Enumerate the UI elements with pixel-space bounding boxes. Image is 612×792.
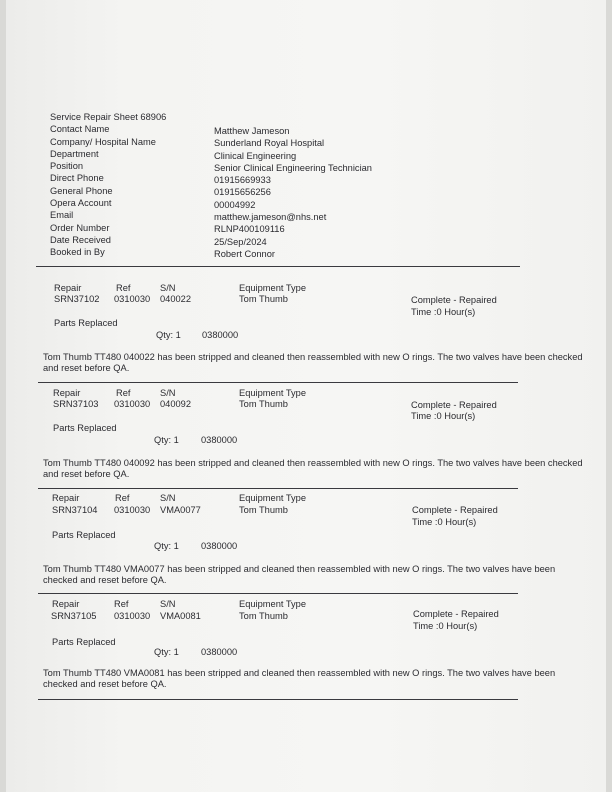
value-order-number: RLNP400109116 xyxy=(214,224,285,235)
repair-ref: 0310030 xyxy=(114,294,151,304)
repair-equipment: Tom Thumb xyxy=(239,294,288,304)
label-date-received: Date Received xyxy=(50,234,111,245)
repair-description: Tom Thumb TT480 040092 has been stripped and cleaned then reassembled with new O rings. The two valves have been checked and reset before QA. xyxy=(43,458,583,479)
col-repair-label: Repair xyxy=(52,493,80,503)
part-code: 0380000 xyxy=(202,330,239,340)
repair-time: Time :0 Hour(s) xyxy=(411,307,476,317)
repair-status: Complete - Repaired xyxy=(411,295,497,305)
value-company: Sunderland Royal Hospital xyxy=(214,138,325,149)
repair-block xyxy=(6,492,606,602)
col-sn-label: S/N xyxy=(160,599,176,609)
part-qty: Qty: 1 xyxy=(154,435,179,445)
label-company: Company/ Hospital Name xyxy=(50,136,156,147)
col-sn-label: S/N xyxy=(160,388,176,398)
repair-sn: VMA0081 xyxy=(160,611,201,621)
label-booked-in-by: Booked in By xyxy=(50,247,105,258)
repair-equipment: Tom Thumb xyxy=(239,611,288,621)
repair-block xyxy=(6,598,606,708)
label-opera-account: Opera Account xyxy=(50,198,112,209)
repair-sn: 040092 xyxy=(160,399,192,409)
col-equipment-label: Equipment Type xyxy=(239,599,307,609)
label-direct-phone: Direct Phone xyxy=(50,173,104,184)
label-position: Position xyxy=(50,161,84,172)
sheet-title: Service Repair Sheet 68906 xyxy=(50,112,167,122)
parts-replaced-label: Parts Replaced xyxy=(54,318,118,328)
part-qty: Qty: 1 xyxy=(154,541,179,551)
repair-ref: 0310030 xyxy=(114,611,151,621)
parts-replaced-label: Parts Replaced xyxy=(52,530,116,540)
value-opera-account: 00004992 xyxy=(214,199,256,210)
repair-sn: 040022 xyxy=(160,294,192,304)
repair-description: Tom Thumb TT480 VMA0077 has been stripped and cleaned then reassembled with new O rings. The two valves have been checked and reset before QA. xyxy=(43,564,556,585)
header-labels xyxy=(50,111,166,259)
repair-block xyxy=(6,282,606,392)
col-repair-label: Repair xyxy=(52,599,80,609)
repair-description: Tom Thumb TT480 VMA0081 has been stripped and cleaned then reassembled with new O rings. The two valves have been checked and reset before QA. xyxy=(43,668,556,689)
label-email: Email xyxy=(50,210,74,221)
repair-status: Complete - Repaired xyxy=(411,400,497,410)
repair-divider xyxy=(38,593,518,594)
value-booked-in-by: Robert Connor xyxy=(214,248,275,259)
label-order-number: Order Number xyxy=(50,222,110,233)
header-values xyxy=(214,125,372,260)
repair-equipment: Tom Thumb xyxy=(239,505,288,515)
label-general-phone: General Phone xyxy=(50,185,113,196)
repair-block xyxy=(6,387,606,497)
col-equipment-label: Equipment Type xyxy=(239,388,307,398)
label-contact-name: Contact Name xyxy=(50,124,110,135)
repair-number: SRN37103 xyxy=(53,399,99,409)
repair-number: SRN37102 xyxy=(54,294,100,304)
col-sn-label: S/N xyxy=(160,493,176,503)
col-repair-label: Repair xyxy=(53,388,81,398)
col-equipment-label: Equipment Type xyxy=(239,493,307,503)
repair-sn: VMA0077 xyxy=(160,505,201,515)
repair-divider xyxy=(38,699,518,700)
document-page xyxy=(6,0,606,792)
part-qty: Qty: 1 xyxy=(156,330,181,340)
repair-number: SRN37104 xyxy=(52,505,98,515)
parts-replaced-label: Parts Replaced xyxy=(53,423,117,433)
part-code: 0380000 xyxy=(201,435,238,445)
part-code: 0380000 xyxy=(201,647,238,657)
repair-divider xyxy=(38,488,518,489)
repair-status: Complete - Repaired xyxy=(413,609,499,619)
repair-time: Time :0 Hour(s) xyxy=(411,411,476,421)
value-email: matthew.jameson@nhs.net xyxy=(214,212,327,223)
repair-description: Tom Thumb TT480 040022 has been stripped and cleaned then reassembled with new O rings. The two valves have been checked and reset before QA. xyxy=(43,352,583,373)
repair-ref: 0310030 xyxy=(114,399,151,409)
col-equipment-label: Equipment Type xyxy=(239,283,307,293)
col-ref-label: Ref xyxy=(115,493,130,503)
col-ref-label: Ref xyxy=(116,388,131,398)
repair-status: Complete - Repaired xyxy=(412,505,498,515)
value-general-phone: 01915656256 xyxy=(214,187,271,198)
col-repair-label: Repair xyxy=(54,283,82,293)
parts-replaced-label: Parts Replaced xyxy=(52,637,116,647)
col-ref-label: Ref xyxy=(116,283,131,293)
value-contact-name: Matthew Jameson xyxy=(214,126,290,136)
repair-number: SRN37105 xyxy=(51,611,97,621)
repair-time: Time :0 Hour(s) xyxy=(412,517,477,527)
header-divider xyxy=(36,266,520,267)
repair-ref: 0310030 xyxy=(114,505,151,515)
value-direct-phone: 01915669933 xyxy=(214,175,271,186)
label-department: Department xyxy=(50,148,99,159)
value-date-received: 25/Sep/2024 xyxy=(214,236,267,247)
repair-equipment: Tom Thumb xyxy=(239,399,288,409)
part-code: 0380000 xyxy=(201,541,238,551)
col-sn-label: S/N xyxy=(160,283,176,293)
value-department: Clinical Engineering xyxy=(214,150,297,161)
repair-time: Time :0 Hour(s) xyxy=(413,621,478,631)
part-qty: Qty: 1 xyxy=(154,647,179,657)
col-ref-label: Ref xyxy=(114,599,129,609)
repair-divider xyxy=(38,382,518,383)
value-position: Senior Clinical Engineering Technician xyxy=(214,162,372,173)
